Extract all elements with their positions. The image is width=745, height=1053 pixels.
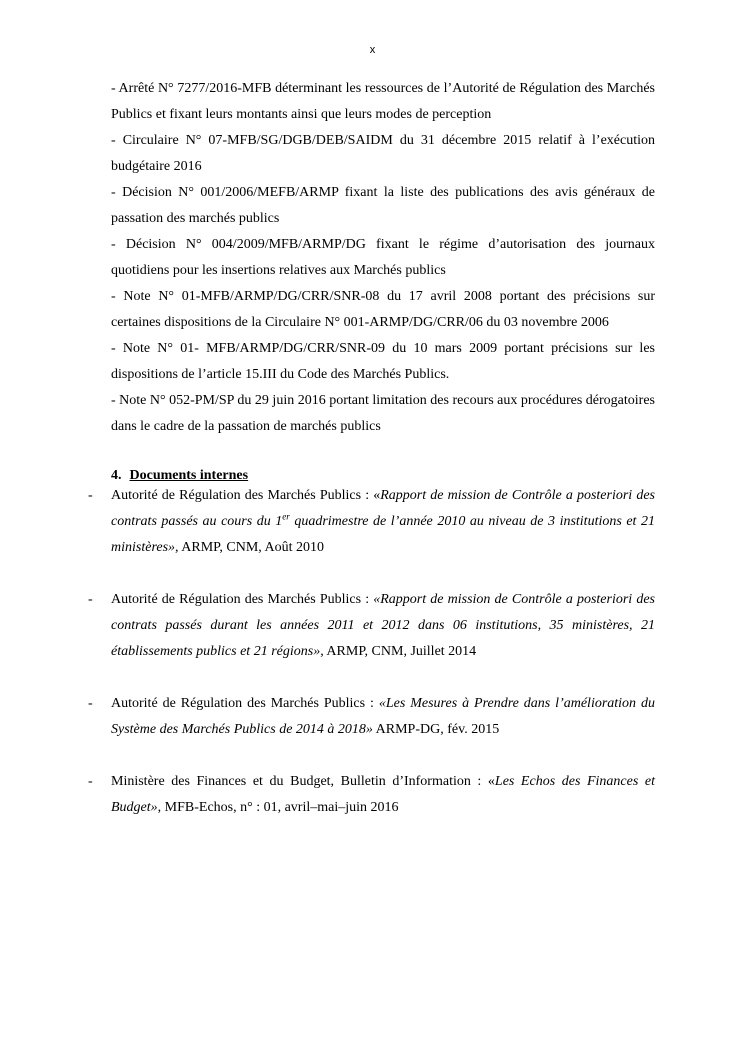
bullet-dash: -: [88, 696, 93, 711]
document-item: [88, 587, 655, 665]
document-author: Autorité de Régulation des Marchés Publics :: [111, 488, 374, 503]
document-item: [88, 483, 655, 561]
document-item: [88, 769, 655, 821]
page-number: x: [369, 44, 376, 56]
section-number: 4.: [111, 468, 122, 483]
document-title: «Les Mesures à Prendre dans l’amélioration du Système des Marchés Publics de 2014 à 2018»: [111, 696, 655, 737]
document-source: ARMP-DG, fév. 2015: [372, 722, 500, 737]
document-author: Autorité de Régulation des Marchés Publics :: [111, 592, 374, 607]
reference-item: - Note N° 01- MFB/ARMP/DG/CRR/SNR-09 du 10 mars 2009 portant précisions sur les dispositions de l’article 15.III du Code des Marchés Publics.: [111, 341, 655, 382]
reference-list: [111, 76, 655, 440]
document-open-quote: «: [487, 774, 495, 789]
reference-item: - Note N° 01-MFB/ARMP/DG/CRR/SNR-08 du 17 avril 2008 portant des précisions sur certaines dispositions de la Circulaire N° 001-ARMP/DG/CRR/06 du 03 novembre 2006: [111, 289, 655, 330]
reference-item: - Circulaire N° 07-MFB/SG/DGB/DEB/SAIDM du 31 décembre 2015 relatif à l’exécution budgétaire 2016: [111, 133, 655, 174]
document-source: , ARMP, CNM, Juillet 2014: [320, 644, 477, 659]
document-title: «Rapport de mission de Contrôle a posteriori des contrats passés durant les années 2011 et 2012 dans 06 institutions, 35 ministères, 21 établissements publics et 21 régions»: [111, 592, 655, 659]
document-title-rest: quadrimestre de l’année 2010 au niveau de 3 institutions et 21 ministères»: [111, 514, 655, 555]
bullet-dash: -: [88, 592, 93, 607]
bullet-dash: -: [88, 488, 93, 503]
reference-item: - Décision N° 004/2009/MFB/ARMP/DG fixant le régime d’autorisation des journaux quotidiens pour les insertions relatives aux Marchés publics: [111, 237, 655, 278]
document-author: Ministère des Finances et du Budget, Bulletin d’Information :: [111, 774, 488, 789]
document-source: , MFB-Echos, n° : 01, avril–mai–juin 2016: [157, 800, 399, 815]
reference-item: - Décision N° 001/2006/MEFB/ARMP fixant la liste des publications des avis généraux de passation des marchés publics: [111, 185, 655, 226]
reference-item: - Arrêté N° 7277/2016-MFB déterminant les ressources de l’Autorité de Régulation des Marchés Publics et fixant leurs montants ainsi que leurs modes de perception: [111, 81, 655, 122]
document-source: , ARMP, CNM, Août 2010: [175, 540, 325, 555]
document-title-superscript: er: [282, 511, 290, 522]
document-list: [88, 483, 655, 847]
document-item: [88, 691, 655, 743]
section-title: Documents internes: [129, 468, 249, 483]
document-title: Rapport de mission de Contrôle a posteriori des contrats passés au cours du 1: [111, 488, 655, 529]
document-open-quote: «: [373, 488, 381, 503]
document-title: Les Echos des Finances et Budget»: [111, 774, 655, 815]
document-author: Autorité de Régulation des Marchés Publics :: [111, 696, 379, 711]
reference-item: - Note N° 052-PM/SP du 29 juin 2016 portant limitation des recours aux procédures dérogatoires dans le cadre de la passation de marchés publics: [111, 393, 655, 434]
bullet-dash: -: [88, 774, 93, 789]
